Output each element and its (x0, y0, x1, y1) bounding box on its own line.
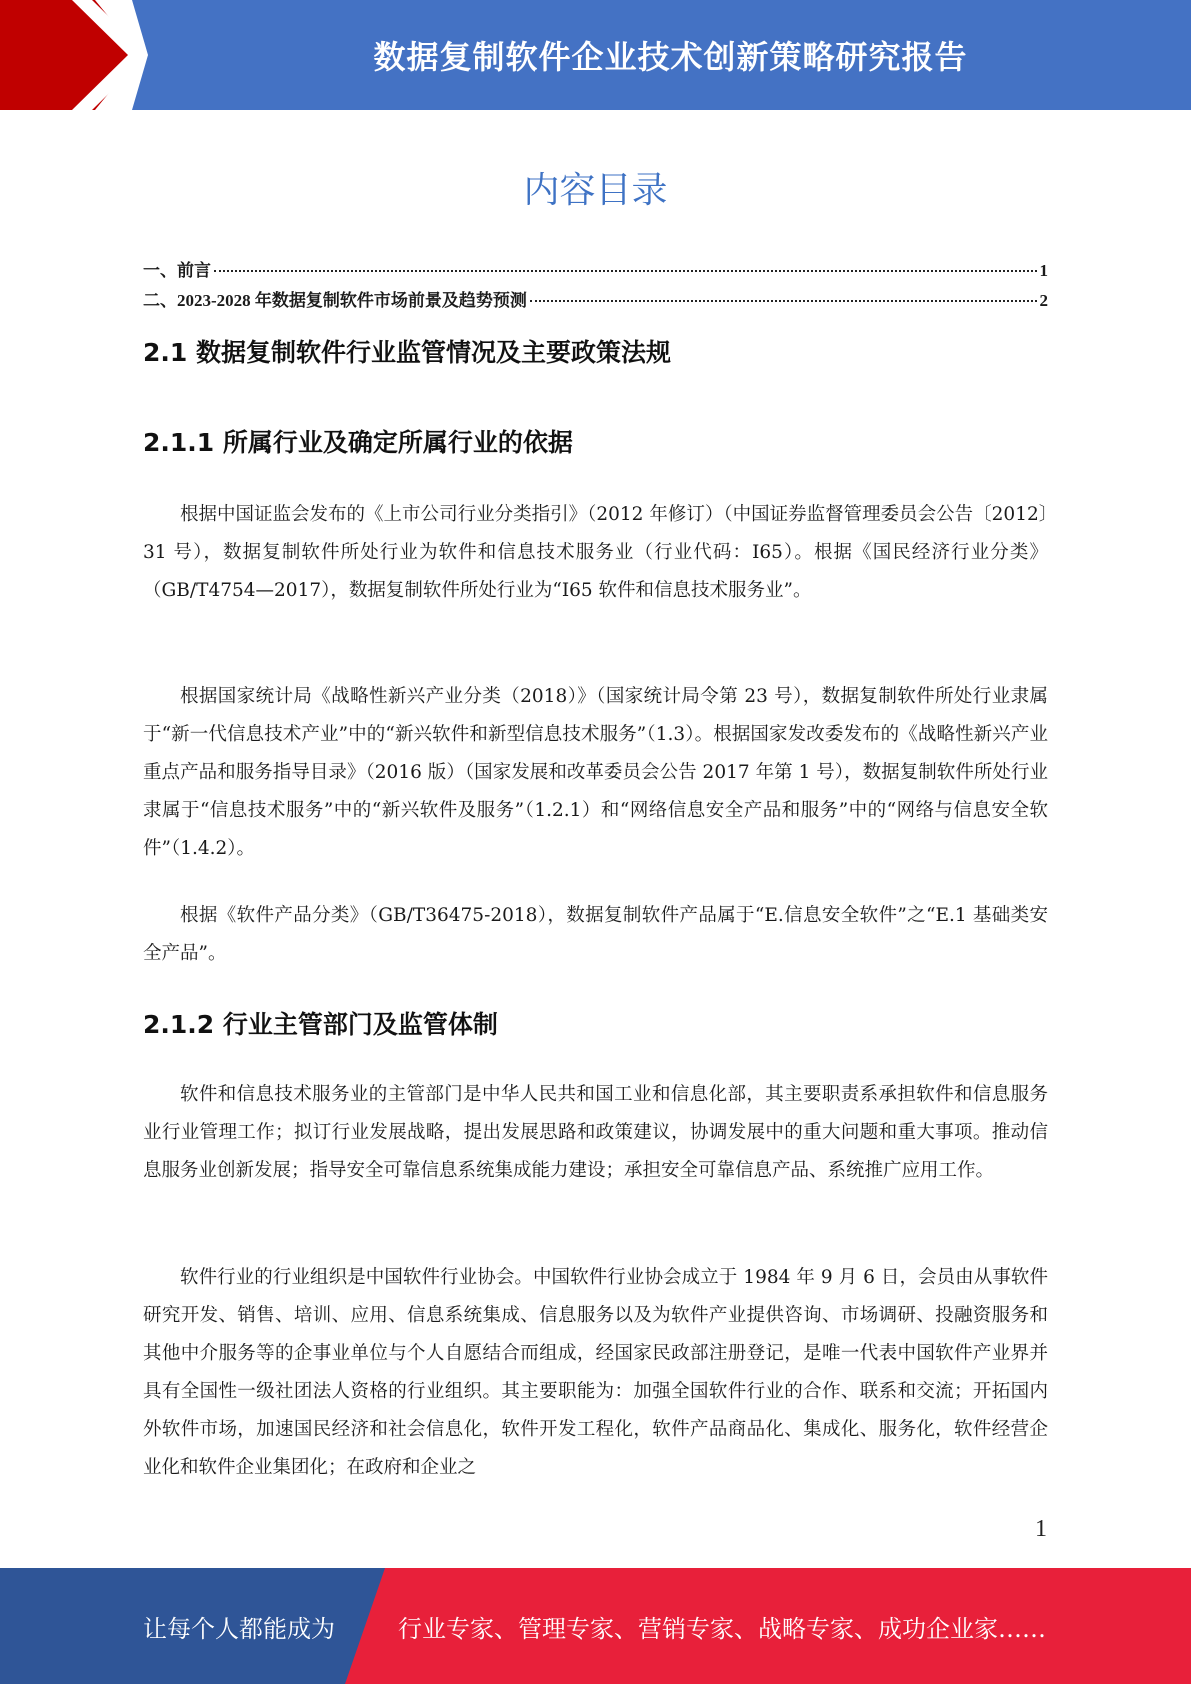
paragraph-authority: 软件和信息技术服务业的主管部门是中华人民共和国工业和信息化部，其主要职责系承担软件和信息服务业行业管理工作；拟订行业发展战略，提出发展思路和政策建议，协调发展中的重大问题和重大事项。推动信息服务业创新发展；指导安全可靠信息系统集成能力建设；承担安全可靠信息产品、系统推广应用工作。 (143, 1084, 1048, 1181)
toc-entry[interactable] (143, 256, 1048, 286)
paragraph-software-product-class: 根据《软件产品分类》（GB/T36475-2018），数据复制软件产品属于“E.信息安全软件”之“E.1 基础类安全产品”。 (143, 905, 1048, 964)
footer-slogan-left: 让每个人都能成为 (143, 1614, 335, 1643)
paragraph-strategic-industry: 根据国家统计局《战略性新兴产业分类（2018）》（国家统计局令第 23 号），数据复制软件所处行业隶属于“新一代信息技术产业”中的“新兴软件和新型信息技术服务”（1.3）。根据国家发改委发布的《战略性新兴产业重点产品和服务指导目录》（2016 版）（国家发展和改革委员会公告 2017 年第 1 号），数据复制软件所处行业隶属于“信息技术服务”中的“新兴软件及服务”（1.2.1）和“网络信息安全产品和服务”中的“网络与信息安全软件”（1.4.2）。 (143, 686, 1048, 859)
section-heading-2-1-1: 2.1.1 所属行业及确定所属行业的依据 (143, 428, 573, 457)
section-heading-2-1: 2.1 数据复制软件行业监管情况及主要政策法规 (143, 338, 671, 367)
report-title: 数据复制软件企业技术创新策略研究报告 (373, 38, 968, 76)
paragraph-industry-classification: 根据中国证监会发布的《上市公司行业分类指引》（2012 年修订）（中国证券监督管理委员会公告〔2012〕31 号），数据复制软件所处行业为软件和信息技术服务业（行业代码：I65）。根据《国民经济行业分类》（GB/T4754—2017），数据复制软件所处行业为“I65 软件和信息技术服务业”。 (143, 504, 1048, 601)
toc-entry-label: 一、前言 (143, 261, 211, 280)
toc-list (143, 256, 1048, 316)
toc-leader-dots (214, 270, 1037, 272)
toc-leader-dots (530, 300, 1037, 302)
report-header (0, 0, 1191, 110)
toc-heading: 内容目录 (523, 170, 668, 211)
toc-entry-page: 2 (1039, 291, 1048, 310)
report-footer (0, 1568, 1191, 1684)
toc-entry-page: 1 (1039, 261, 1048, 280)
footer-slogan-right: 行业专家、管理专家、营销专家、战略专家、成功企业家…… (398, 1614, 1046, 1643)
section-heading-2-1-2: 2.1.2 行业主管部门及监管体制 (143, 1010, 498, 1039)
toc-entry-label: 二、2023-2028 年数据复制软件市场前景及趋势预测 (143, 291, 527, 310)
toc-entry[interactable] (143, 286, 1048, 316)
page-number: 1 (1035, 1516, 1047, 1542)
paragraph-industry-association: 软件行业的行业组织是中国软件行业协会。中国软件行业协会成立于 1984 年 9 月 6 日，会员由从事软件研究开发、销售、培训、应用、信息系统集成、信息服务以及为软件产业提供咨询、市场调研、投融资服务和其他中介服务等的企事业单位与个人自愿结合而组成，经国家民政部注册登记，是唯一代表中国软件产业界并具有全国性一级社团法人资格的行业组织。其主要职能为：加强全国软件行业的合作、联系和交流；开拓国内外软件市场，加速国民经济和社会信息化，软件开发工程化，软件产品商品化、集成化、服务化，软件经营企业化和软件企业集团化；在政府和企业之 (143, 1267, 1048, 1478)
